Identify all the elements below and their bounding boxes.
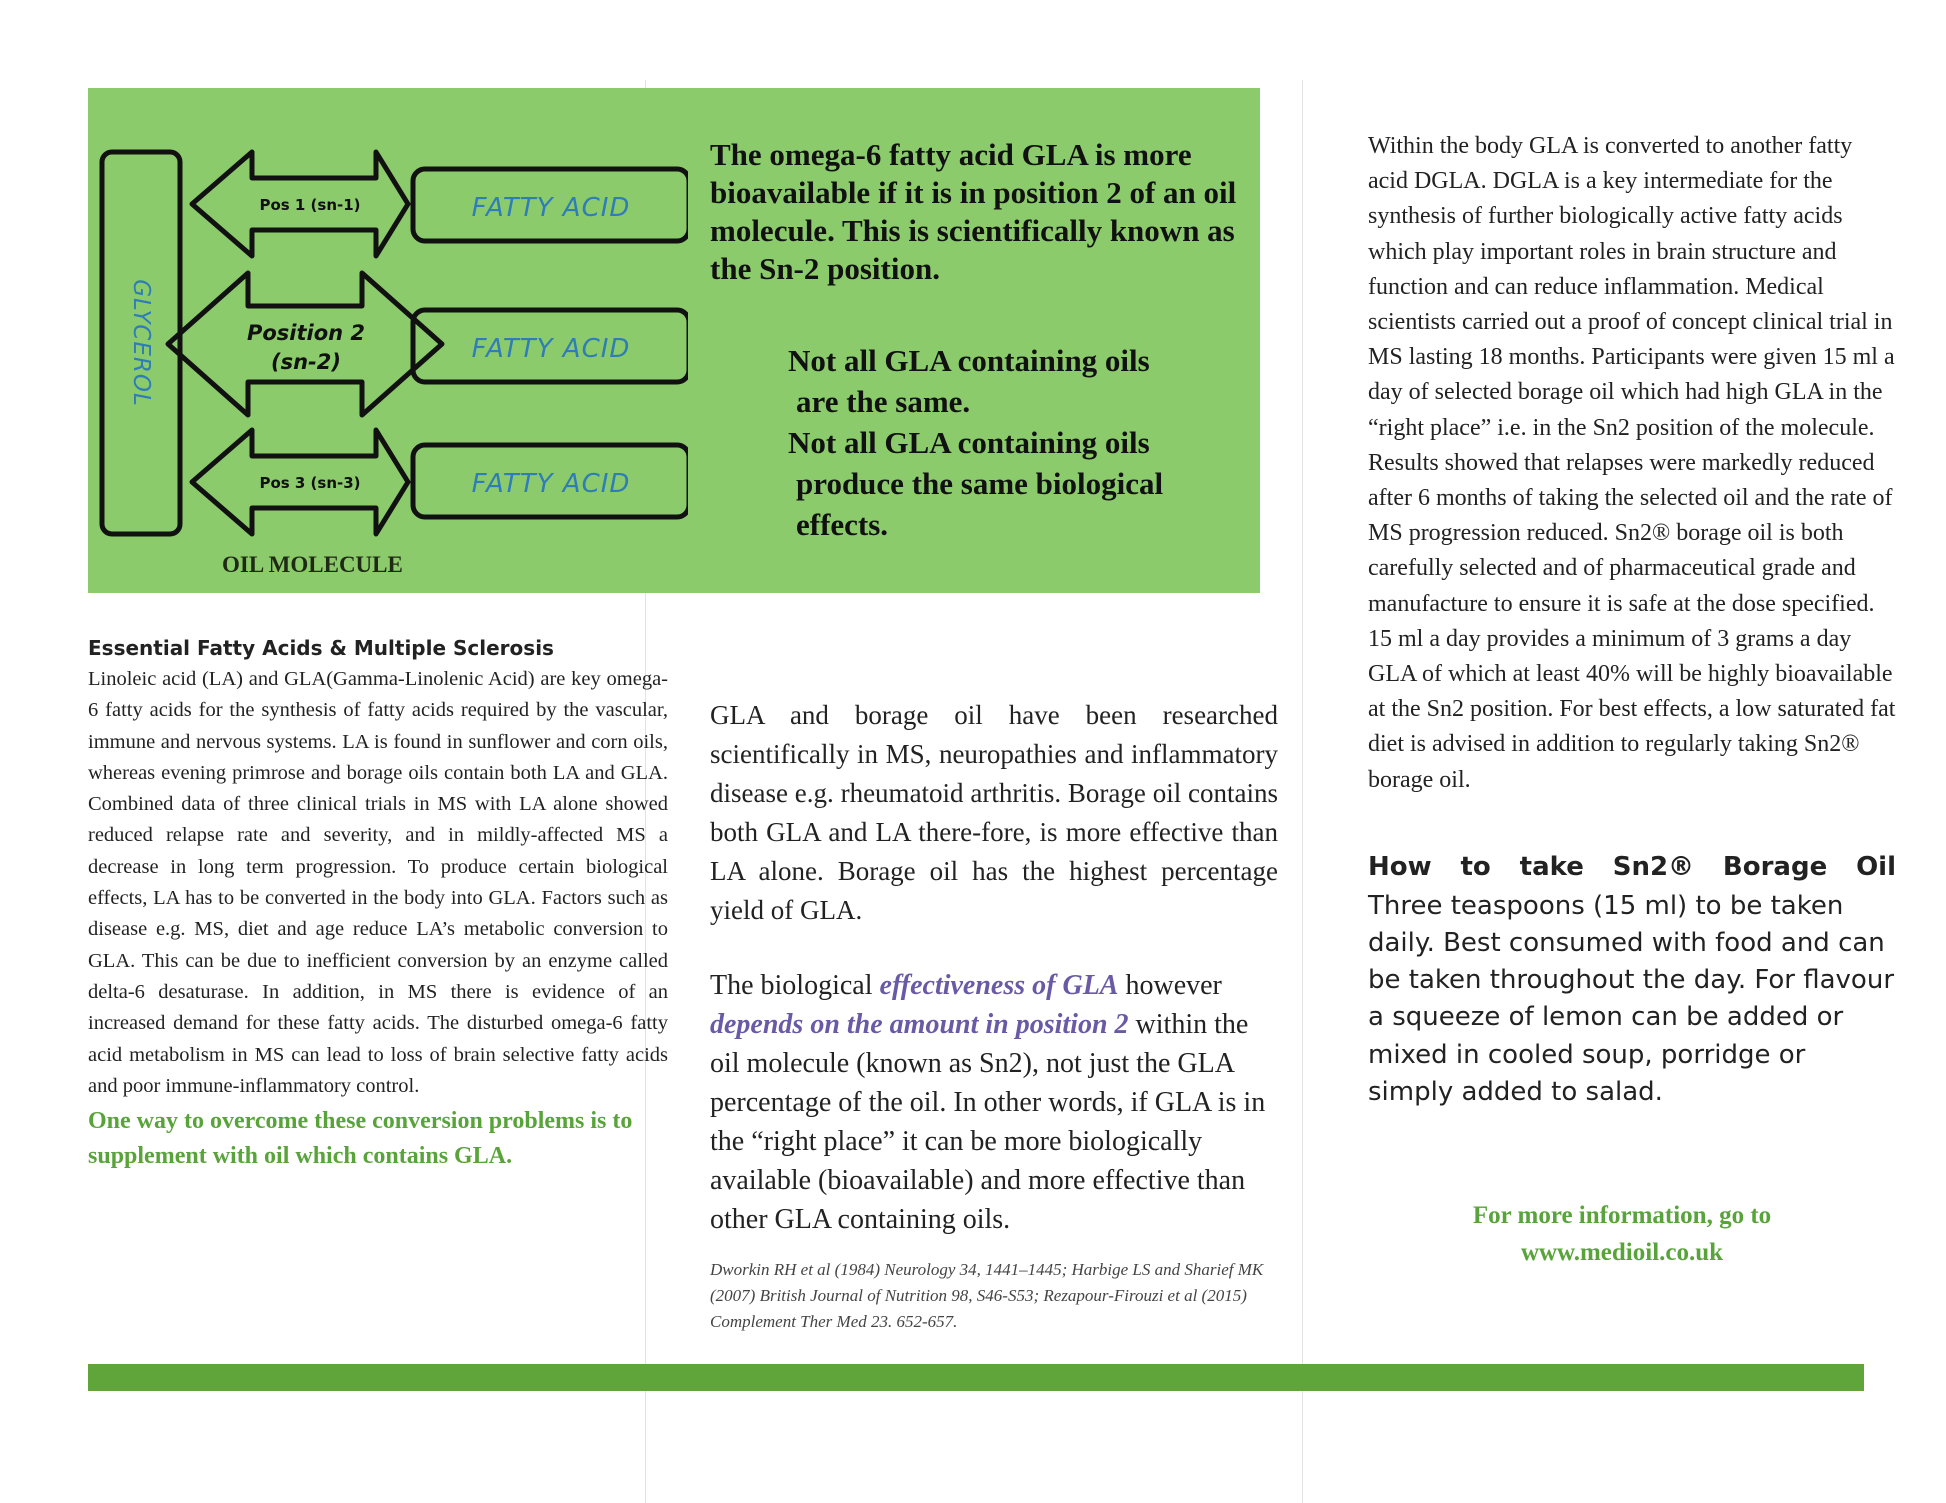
- banner-headline: The omega-6 fatty acid GLA is more bioavailable if it is in position 2 of an oil molecule. This is scientifically known as the Sn-2 position.: [710, 137, 1237, 286]
- effectiveness-paragraph: [710, 966, 1278, 1239]
- oil-molecule-diagram: [88, 88, 688, 593]
- column-left: [88, 636, 668, 1174]
- references: Dworkin RH et al (1984) Neurology 34, 1441–1445; Harbige LS and Sharief MK (2007) British Journal of Nutrition 98, S46-S53; Rezapour-Firouzi et al (2015) Complement Ther Med 23. 652-657.: [710, 1260, 1264, 1331]
- highlight-effectiveness: effectiveness of GLA: [879, 970, 1119, 1001]
- banner-sub-line: Not all GLA containing oils: [788, 425, 1150, 460]
- glycerol-label: GLYCEROL: [128, 279, 154, 407]
- pos2-label-line2: (sn-2): [271, 350, 341, 374]
- footer-bar: [88, 1364, 1864, 1391]
- fatty-acid-label-3: FATTY ACID: [471, 469, 631, 499]
- section-heading: Essential Fatty Acids & Multiple Sclerosis: [88, 636, 554, 660]
- banner-subtext: [788, 340, 1248, 545]
- banner-panel: [88, 88, 1260, 593]
- text-run: however: [1118, 970, 1222, 1001]
- text-run: The biological: [710, 970, 880, 1001]
- pos1-label: Pos 1 (sn-1): [259, 196, 361, 214]
- more-info: [1368, 1197, 1896, 1271]
- oil-molecule-label: OIL MOLECULE: [222, 552, 403, 577]
- pos3-label: Pos 3 (sn-3): [259, 474, 361, 492]
- research-paragraph: GLA and borage oil have been researched scientifically in MS, neuropathies and inflammatory disease e.g. rheumatoid arthritis. Borage oil contains both GLA and LA there-fore, is more effective than LA alone. Borage oil has the highest percentage yield of GLA.: [710, 700, 1278, 925]
- banner-sub-line: Not all GLA containing oils: [788, 343, 1150, 378]
- website-link[interactable]: www.medioil.co.uk: [1520, 1239, 1724, 1267]
- fatty-acid-label-2: FATTY ACID: [471, 334, 631, 364]
- more-info-text: For more information, go to: [1472, 1202, 1772, 1230]
- column-middle: [710, 696, 1278, 1335]
- banner-sub-line: produce the same biological: [796, 466, 1164, 501]
- pos2-label-line1: Position 2: [246, 321, 366, 345]
- section-body: Linoleic acid (LA) and GLA(Gamma-Linolenic Acid) are key omega-6 fatty acids for the synthesis of fatty acids required by the vascular, immune and nervous systems. LA is found in sunflower and corn oils, whereas evening primrose and borage oils contain both LA and GLA. Combined data of three clinical trials in MS with LA alone showed reduced relapse rate and severity, and in mildly-affected MS a decrease in long term progression. To produce certain biological effects, LA has to be converted in the body into GLA. Factors such as disease e.g. MS, diet and age reduce LA’s metabolic conversion to GLA. This can be due to inefficient conversion by an enzyme called delta-6 desaturase. In addition, in MS there is evidence of an increased demand for these fatty acids. The disturbed omega-6 fatty acid metabolism in MS can lead to loss of brain selective fatty acids and poor immune-inflammatory control.: [88, 668, 668, 1097]
- how-to-take-body: Three teaspoons (15 ml) to be taken daily. Best consumed with food and can be taken throughout the day. For flavour a squeeze of lemon can be added or mixed in cooled soup, porridge or simply added to salad.: [1368, 890, 1895, 1107]
- text-run: within the oil molecule (known as Sn2), not just the GLA percentage of the oil. In other words, if GLA is in the “right place” it can be more biologically available (bioavailable) and more effective than other GLA containing oils.: [710, 1009, 1266, 1235]
- callout-text: One way to overcome these conversion problems is to supplement with oil which contains GLA.: [88, 1108, 633, 1170]
- dgla-paragraph: Within the body GLA is converted to another fatty acid DGLA. DGLA is a key intermediate for the synthesis of further biologically active fatty acids which play important roles in brain structure and function and can reduce inflammation. Medical scientists carried out a proof of concept clinical trial in MS lasting 18 months. Participants were given 15 ml a day of selected borage oil which had high GLA in the “right place” i.e. in the Sn2 position of the molecule. Results showed that relapses were markedly reduced after 6 months of taking the selected oil and the rate of MS progression reduced. Sn2® borage oil is both carefully selected and of pharmaceutical grade and manufacture to ensure it is safe at the dose specified. 15 ml a day provides a minimum of 3 grams a day GLA of which at least 40% will be highly bioavailable at the Sn2 position. For best effects, a low saturated fat diet is advised in addition to regularly taking Sn2® borage oil.: [1368, 133, 1896, 793]
- column-right: [1368, 129, 1896, 1271]
- fatty-acid-label-1: FATTY ACID: [471, 193, 631, 223]
- highlight-position-2: depends on the amount in position 2: [710, 1009, 1129, 1040]
- fold-line-right: [1302, 80, 1303, 1503]
- banner-sub-line: are the same.: [796, 384, 971, 419]
- how-to-take-heading: How to take Sn2® Borage Oil: [1368, 851, 1896, 882]
- banner-sub-line: effects.: [796, 507, 889, 542]
